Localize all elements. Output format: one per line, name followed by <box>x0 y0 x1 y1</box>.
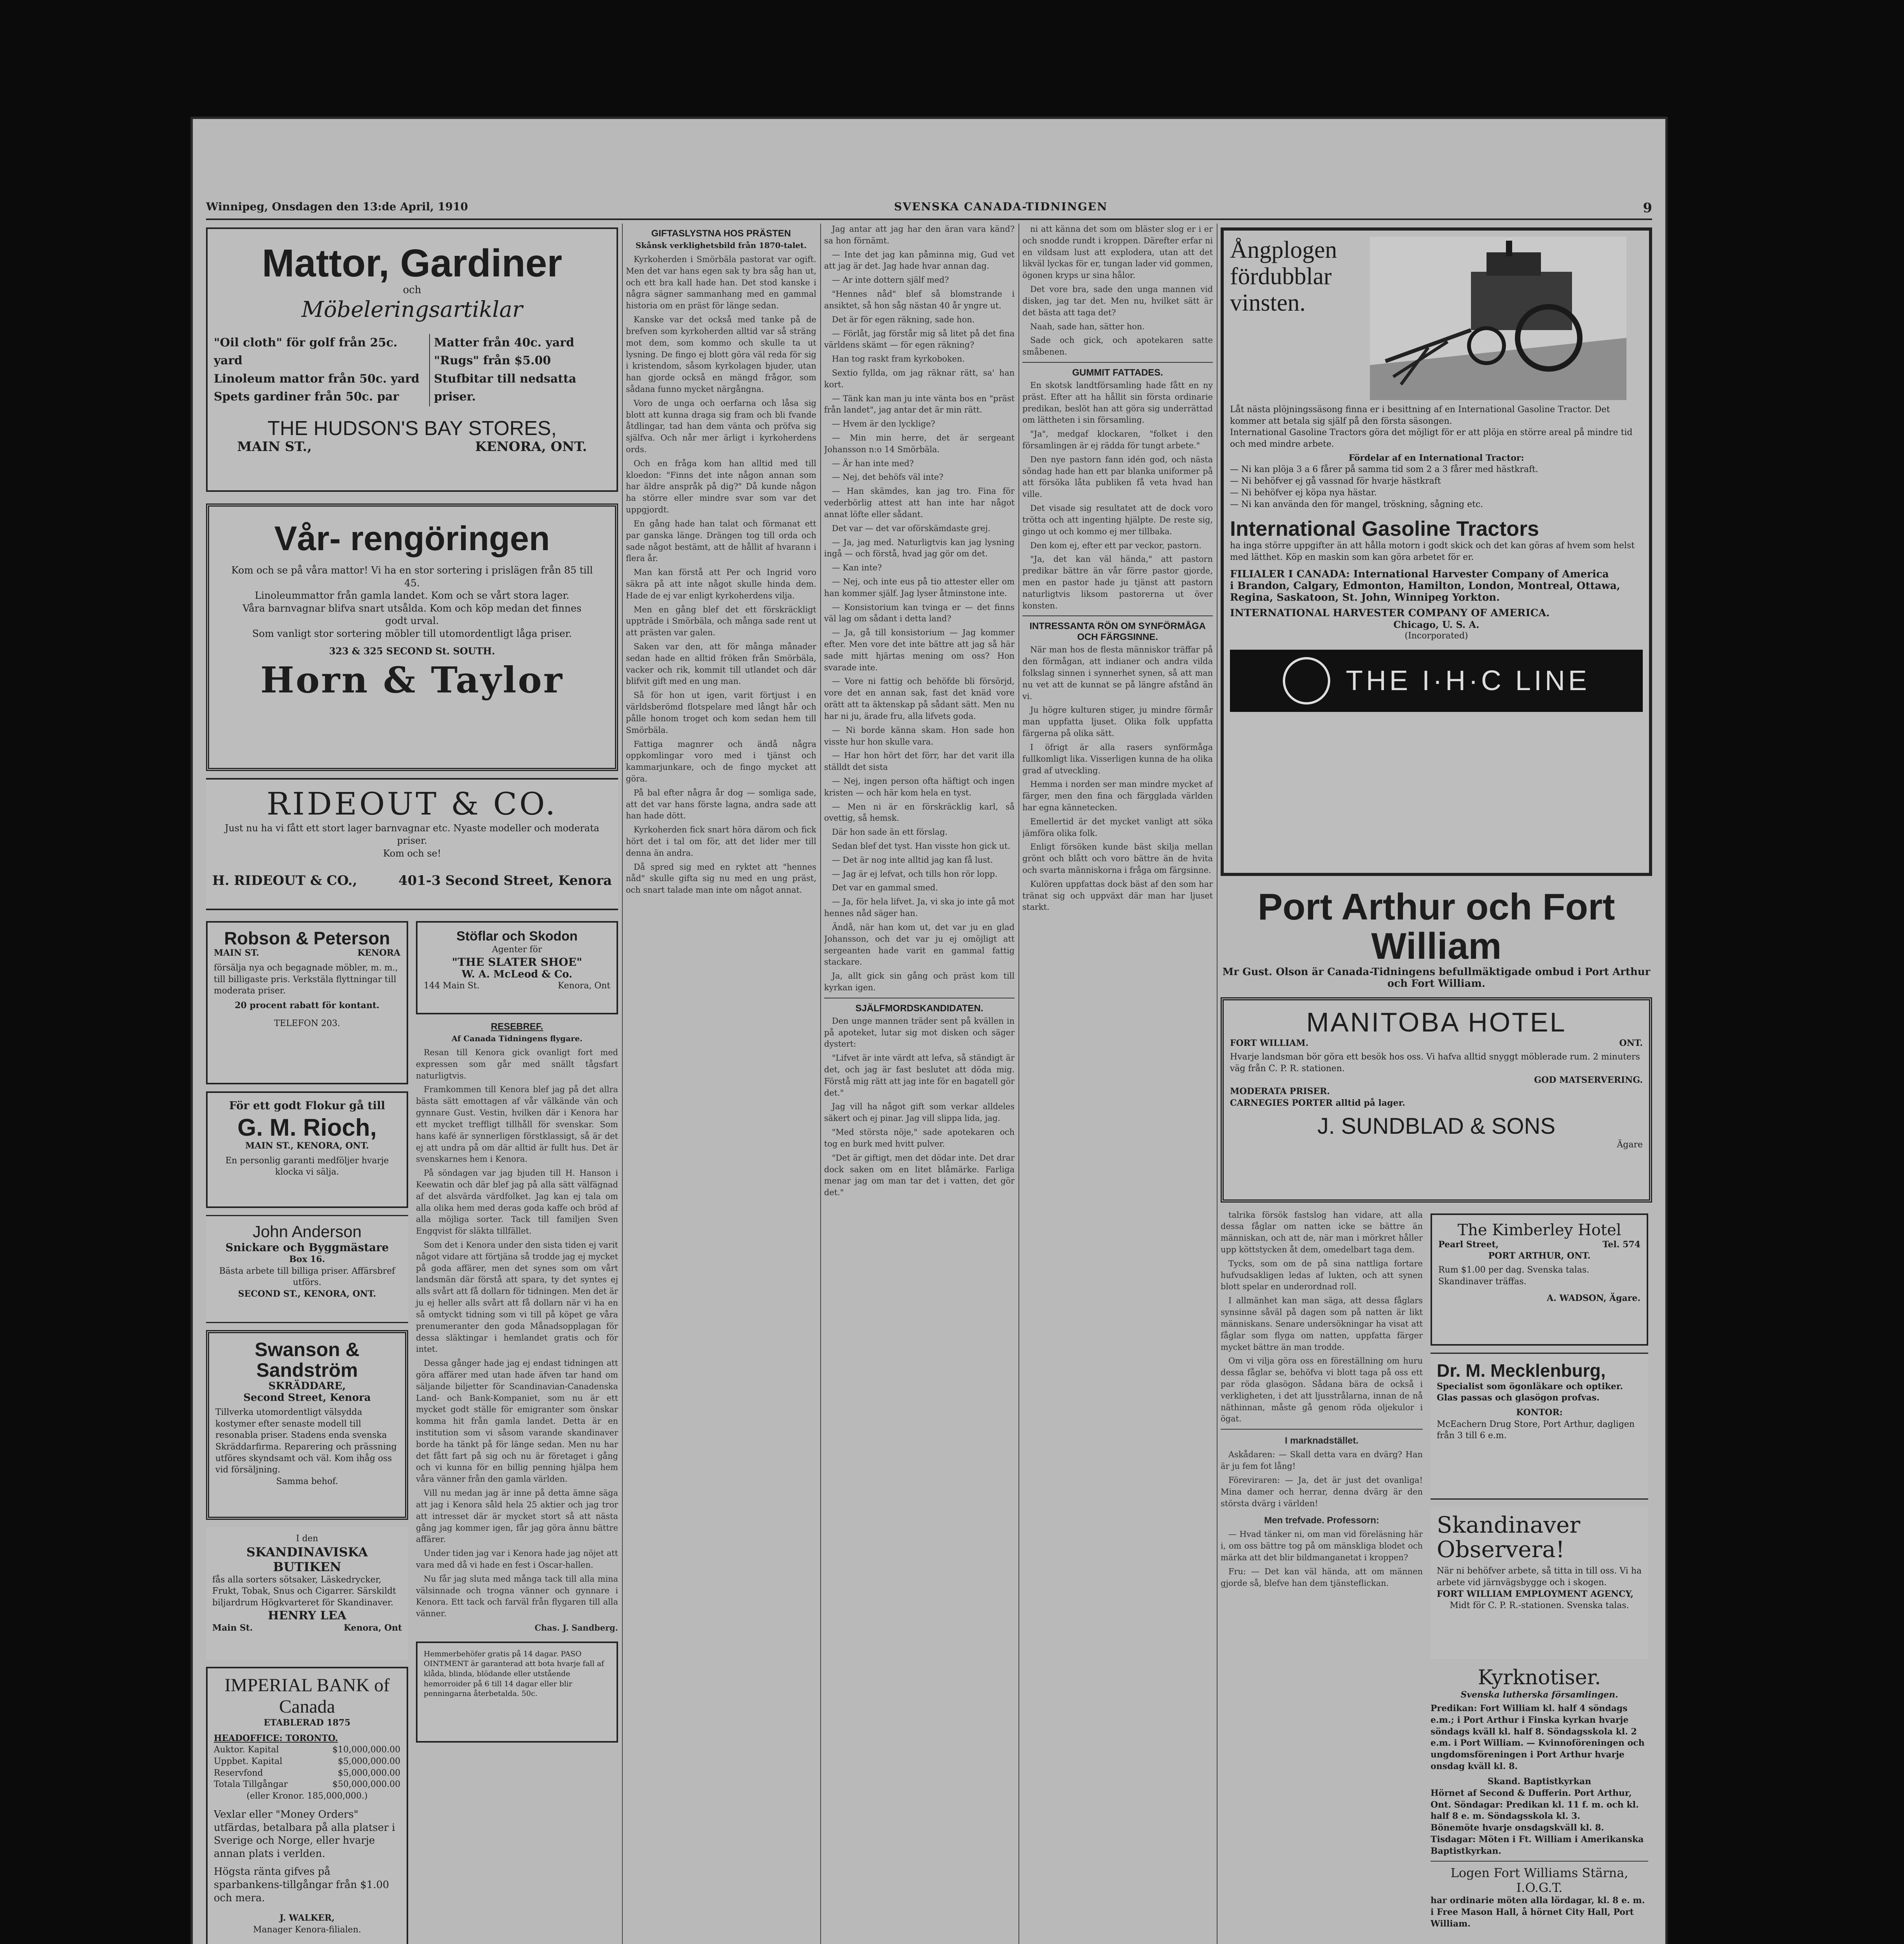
ihc-banner <box>1230 650 1643 712</box>
section-subtitle: Mr Gust. Olson är Canada-Tidningens befullmäktigade ombud i Port Arthur och Fort William. <box>1222 966 1651 989</box>
ad-footer: 401-3 Second Street, Kenora <box>398 873 612 889</box>
paragraph: Vill nu medan jag är inne på detta ämne säga att jag i Kenora såld hela 25 aktier och jag tror att intresset där är mycket stort så att nästa gång jag kommer igen, får jag göra ännu bättre affärer. <box>416 1488 618 1544</box>
ad-text: Hemmerbehöfer gratis på 14 dagar. PASO OINTMENT är garanterad att bota hvarje fall af klåda, blinda, blödande eller utstående hemorroider på 6 till 14 dagar eller blir penningarna återbetalda. 50c. <box>424 1649 604 1698</box>
ad-text: GOD MATSERVERING. <box>1534 1075 1643 1085</box>
paragraph: — Det är nog inte alltid jag kan få lust. <box>832 855 993 865</box>
paragraph: "Det är giftigt, men det dödar inte. Det drar dock saken om en litet blåmärke. Farliga menar jag om man tar det i vatten, det gör det." <box>824 1153 1015 1198</box>
paragraph: I öfrigt är alla rasers synförmåga fullkomligt lika. Visserligen kunna de ha olika grad af utveckling. <box>1022 742 1213 775</box>
paragraph: talrika försök fastslog han vidare, att alla dessa fåglar om natten icke se bättre än människan, och att de, när man i mörkret håller upp köttstycken åt dem, omedelbart taga dem. <box>1221 1210 1423 1255</box>
ad-list-item: — Ni kan använda den för mangel, tröskning, sågning etc. <box>1230 499 1483 509</box>
ad-text: Rum $1.00 per dag. Svenska talas. Skandinaver träffas. <box>1438 1265 1590 1287</box>
ad-text: Midt för C. P. R.-stationen. Svenska talas. <box>1450 1601 1629 1611</box>
bank-value: $50,000,000.00 <box>332 1780 400 1790</box>
ad-anderson <box>206 1215 408 1323</box>
paragraph: Sedan blef det tyst. Han visste hon gick ut. <box>832 841 1010 851</box>
divider <box>1221 1429 1423 1430</box>
paragraph: Dessa gånger hade jag ej endast tidningen att göra affärer med utan hade äfven tar hand om säljande biljetter för Scandinavian-Canadenska Land- och Bank-Kompaniet, som nu är ett mycket godt ställe för emigranter som önskar komma hit från gamla landet. Detta är en institution som vi såsom varande skandinaver borde ha tänkt på för länge sedan. Men nu har det fått fart på sig och nu är företaget i gång och vi kunna för en billig penning hjälpa hem våra vänner från den gamla världen. <box>416 1358 618 1484</box>
ad-title: SKANDINAVISKA BUTIKEN <box>246 1544 368 1574</box>
ad-address: SECOND ST., KENORA, ONT. <box>238 1289 376 1299</box>
paragraph: Det var — det var oförskämdaste grej. <box>832 523 990 533</box>
article-column-2 <box>626 224 816 1944</box>
article-headline: RESEBREF. <box>491 1021 543 1032</box>
newspaper-page <box>190 117 1668 1944</box>
paragraph: — Förlåt, jag förstår mig så litet på det fina världens skämt — för egen räkning? <box>824 329 1015 350</box>
divider <box>1022 362 1213 363</box>
ad-brand: International Gasoline Tractors <box>1230 517 1539 541</box>
ad-text: MODERATA PRISER. <box>1230 1086 1330 1097</box>
bank-label: Reservfond <box>214 1768 263 1778</box>
column-divider <box>1217 224 1218 1944</box>
notice-text: Tisdagar: Möten i Ft. William i Amerikanska Baptistkyrkan. <box>1431 1834 1644 1856</box>
paragraph: Där hon sade än ett förslag. <box>832 827 948 837</box>
ad-address: MAIN ST. <box>214 948 259 958</box>
paragraph: Det var en gammal smed. <box>832 883 938 893</box>
header-date: Winnipeg, Onsdagen den 13:de April, 1910 <box>206 200 468 213</box>
ad-text: Bästa arbete till billiga priser. Affärsbref utförs. <box>219 1266 395 1288</box>
ad-owner: A. WADSON, Ägare. <box>1547 1293 1640 1304</box>
paragraph: Jag vill ha något gift som verkar alldeles säkert och ej pinar. Jag vill slippa lida, jag. <box>824 1102 1015 1123</box>
ad-footer: H. RIDEOUT & CO., <box>212 873 357 889</box>
paragraph: Det visade sig resultatet att de dock voro trötta och att ingenting hjälpte. De reste sig, gingo ut och kommo ej mer tillbaka. <box>1022 503 1213 536</box>
paragraph: Den unge mannen träder sent på kvällen in på apoteket, lutar sig mot disken och säger dystert: <box>824 1016 1015 1049</box>
ad-text: Linoleummattor från gamla landet. Kom och se vårt stora lager. <box>255 590 569 601</box>
article-headline: GIFTASLYSTNA HOS PRÄSTEN <box>651 228 791 239</box>
header-rule <box>206 219 1652 220</box>
paragraph: — Jag är ej lefvat, och tills hon rör lopp. <box>832 869 997 879</box>
article-headline: INTRESSANTA RÖN OM SYNFÖRMÅGA OCH FÄRGSINNE. <box>1029 621 1206 643</box>
paragraph: En skotsk landtförsamling hade fått en ny präst. Efter att ha hållit sin första ordinarie predikan, beslöt han att göra sig underrättad om lättheten i sin församling. <box>1022 380 1213 425</box>
ad-text: och <box>403 284 421 296</box>
ad-imperial-bank <box>206 1667 408 1944</box>
paragraph: — Ar inte dottern själf med? <box>832 275 949 285</box>
ad-text: CARNEGIES PORTER alltid på lager. <box>1230 1098 1405 1108</box>
ad-text: Specialist som ögonläkare och optiker. Glas passas och glasögon profvas. <box>1437 1381 1623 1403</box>
ad-manitoba-hotel <box>1221 997 1652 1203</box>
ad-office: FORT WILLIAM EMPLOYMENT AGENCY, <box>1437 1589 1634 1599</box>
ad-paso-ointment <box>416 1642 618 1743</box>
paragraph: — Nej, det behöfs väl inte? <box>832 472 943 482</box>
notice-text: Predikan: Fort William kl. half 4 söndags e.m.; i Port Arthur i Finska kyrkan hvarje söndags kväll kl. half 8. Söndagsskola kl. 2 e.m. i Port William. — Kvinnoföreningen och ungdomsföreningen i Port Arthur hvarje onsdag kväll kl. 8. <box>1431 1703 1645 1771</box>
ads-column-left <box>206 224 618 1944</box>
paragraph: "Lifvet är inte värdt att lefva, så ständigt är det, och jag är fast beslutet att döda mig. Förstå mig rätt att jag inte för en bagatell gör det." <box>824 1053 1015 1098</box>
ad-robson-peterson <box>206 921 408 1084</box>
ad-text: I den <box>296 1534 318 1544</box>
ad-horn-taylor <box>206 503 618 771</box>
ad-title: Dr. M. Mecklenburg, <box>1437 1360 1606 1381</box>
paragraph: Ju högre kulturen stiger, ju mindre förmår man uppfatta ljuset. Olika folk uppfatta färgerna på olika sätt. <box>1022 705 1213 738</box>
article-headline: I marknadstället. <box>1285 1435 1359 1446</box>
paragraph: — Ja, gå till konsistorium — Jag kommer efter. Men vore det inte bättre att jag så här sade mitt hjärtas mening om oss? Hon svarade inte. <box>824 628 1015 672</box>
paragraph: Som det i Kenora under den sista tiden ej varit något vidare att förtjäna så trodde jag ej mycket på goda affärer, men det synes som om vårt landsmän där förstå att spara, ty det syntes ej alls svårt att få dollarn för tidningen. Men det är ju ej heller alls svårt att få dollarn när vi ha en så omtyckt tidning som vi till på köpet ge våra prenumeranter den goda Månadsopplagan för dessa släktingar i hemlandet gratis och för intet. <box>416 1240 618 1354</box>
header-page-number: 9 <box>1643 200 1652 216</box>
ad-line: Matter från 40c. yard <box>434 336 575 350</box>
article-column-4 <box>1022 224 1213 1944</box>
ad-phone: Tel. 574 <box>1602 1239 1640 1250</box>
ad-owner-title: Ägare <box>1617 1140 1643 1150</box>
ad-text: Samma behof. <box>276 1477 338 1487</box>
paragraph: — Tänk kan man ju inte vänta bos en "präst från landet", jag antar det är min rätt. <box>824 393 1015 415</box>
ad-title: Ångplogen <box>1230 237 1337 263</box>
ad-owner: HENRY LEA <box>268 1608 346 1622</box>
ad-text: Fördelar af en International Tractor: <box>1349 453 1524 463</box>
page-header <box>206 200 1652 216</box>
paragraph: — Vore ni fattig och behöfde bli försörjd, vore det en annan sak, fast det knäd vore orätt att ta äktenskap på sådant sätt. Men nu har ni ju, ärade fru, alla lifvets goda. <box>824 677 1015 721</box>
paragraph: En gång hade han talat och förmanat ett par ganska länge. Drängen tog till orda och sade något bestämt, att de hållit af hvarann i flera år. <box>626 519 816 563</box>
section-title: Port Arthur och Fort William <box>1258 886 1615 967</box>
article-headline: Men trefvade. Professorn: <box>1264 1515 1380 1526</box>
ad-text: Våra barnvagnar blifva snart utsålda. Kom och köp medan det finnes godt urval. <box>243 602 582 627</box>
ad-international-harvester <box>1221 227 1652 876</box>
bank-value: $10,000,000.00 <box>332 1745 400 1755</box>
paragraph: Voro de unga och oerfarna och låsa sig blott att kunna draga sig fram och bli fvande åtdlingar, tad han dem vänta och pröfva sig själfva. Och når mer ärligt i kyrkoherdens ords. <box>626 398 816 454</box>
ad-list-item: — Ni behöfver ej köpa nya hästar. <box>1230 488 1377 498</box>
ad-title: John Anderson <box>252 1222 362 1241</box>
ad-title: Robson & Peterson <box>224 928 390 948</box>
ad-text: Som vanligt stor sortering möbler till utomordentligt låga priser. <box>252 628 572 639</box>
ad-address: Kenora, Ont <box>344 1622 402 1633</box>
paragraph: Det är för egen räkning, sade hon. <box>832 315 975 324</box>
ad-text: Just nu ha vi fått ett stort lager barnvagnar etc. Nyaste modeller och moderata priser. <box>225 823 599 846</box>
paragraph: — Ni borde känna skam. Hon sade hon visste hur hon skulle vara. <box>824 725 1015 746</box>
ad-text: International Gasoline Tractors göra det möjligt för er att plöja en större areal på mindre tid och med mindre arbete. <box>1230 428 1633 449</box>
paragraph: Jag antar att jag har den äran vara känd? sa hon förnämt. <box>824 224 1015 245</box>
paragraph: Den nye pastorn fann idén god, och nästa söndag hade han ett par blanka uniformer på att försöka låta publiken få veta hvad han ville. <box>1022 455 1213 499</box>
paragraph: I allmänhet kan man säga, att dessa fåglars synsinne såväl på dagen som på natten är likt människans. Senare undersökningar ha visat att fåglar som flyga om natten, uppfatta färger mycket bättre än man trodde. <box>1221 1296 1423 1352</box>
column-divider <box>820 224 821 1944</box>
ad-owner: W. A. McLeod & Co. <box>461 968 573 980</box>
section-title: Logen Fort Williams Stärna, I.O.G.T. <box>1450 1865 1628 1895</box>
section-title: Kyrknotiser. <box>1478 1666 1601 1689</box>
ad-store-name: Horn & Taylor <box>260 659 564 701</box>
ad-text: ETABLERAD 1875 <box>264 1718 351 1728</box>
paragraph: "Ja", medgaf klockaren, "folket i den församlingen är ej rädda för tungt arbete." <box>1022 429 1213 450</box>
header-title: SVENSKA CANADA-TIDNINGEN <box>894 200 1108 213</box>
ad-text: Kom och se! <box>383 848 441 859</box>
article-headline: SJÄLFMORDSKANDIDATEN. <box>855 1003 983 1014</box>
ad-store-name: THE HUDSON'S BAY STORES, <box>267 417 557 440</box>
article-subheadline: Af Canada Tidningens flygare. <box>451 1034 583 1043</box>
ad-title: IMPERIAL BANK of Canada <box>224 1675 390 1717</box>
ad-signer-title: Manager Kenora-filialen. <box>253 1925 361 1935</box>
ad-address: 144 Main St. <box>424 981 480 991</box>
paragraph: — Hvem är den lycklige? <box>832 419 935 429</box>
paragraph: Den kom ej, efter ett par veckor, pastorn. <box>1030 540 1202 550</box>
ad-title: Vår- rengöringen <box>274 519 550 558</box>
paragraph: "Ja, det kan väl hända," att pastorn predikar bättre än vår förre pastor gjorde, men en pastor hade ju tjänst att pastorn naturligtvis liksom pastorerna ut över konsten. <box>1022 554 1213 610</box>
ad-text: Kom och se på våra mattor! Vi ha en stor sortering i prislägen från 85 till 45. <box>231 565 593 589</box>
paragraph: Fru: — Det kan väl hända, att om männen gjorde så, blefve han dem tjänsteflickan. <box>1221 1566 1423 1588</box>
paragraph: Under tiden jag var i Kenora hade jag nöjet att vara med då vi hade en fest i Oscar-hallen. <box>416 1549 618 1570</box>
ad-skandinaviska-butiken <box>206 1527 408 1660</box>
paragraph: Ändå, när han kom ut, det var ju en glad Johansson, och det var ju ej omöjligt att sergeanten hade varit en gammal fattig stackare. <box>824 922 1015 967</box>
ad-title: Stöflar och Skodon <box>456 929 578 944</box>
paragraph: Så för hon ut igen, varit förtjust i en världsberömd flotspelare med långt hår och pålle honom troget och kom sedan hem till Smörbäla. <box>626 691 816 735</box>
section-subtitle: Svenska lutherska församlingen. <box>1460 1689 1618 1700</box>
ad-text: 20 procent rabatt för kontant. <box>234 1000 380 1011</box>
ad-text: SKRÄDDARE, <box>268 1380 346 1392</box>
paragraph: Och en fråga kom han alltid med till kloedon: "Finns det inte någon annan som har äldre anspråk på dig?" Då kunde någon ha större eller mindre svar som var det uppgjordt. <box>626 458 816 515</box>
section-subtitle: Skand. Baptistkyrkan <box>1487 1776 1591 1787</box>
ad-address: FORT WILLIAM. <box>1230 1038 1309 1048</box>
ad-text: När ni behöfver arbete, så titta in till oss. Vi ha arbete vid järnvägsbygge och i skogen. <box>1437 1566 1642 1587</box>
paragraph: Då spred sig med en ryktet att "hennes nåd" skulle gifta sig nu med en ung präst, och snart talade man inte om något annat. <box>626 862 816 895</box>
paragraph: Men en gång blef det ett förskräckligt uppträde i Smörbäla, och många sade rent ut att prästen var galen. <box>626 605 816 638</box>
ad-text: FILIALER I CANADA: International Harvester Company of America <box>1230 568 1609 580</box>
ad-text: i Brandon, Calgary, Edmonton, Hamilton, London, Montreal, Ottawa, Regina, Saskatoon, St. John, Winnipeg Yorkton. <box>1230 580 1620 604</box>
ad-rioch <box>206 1091 408 1208</box>
bank-value: $5,000,000.00 <box>338 1757 400 1767</box>
ad-text: En personlig garanti medföljer hvarje klocka vi sälja. <box>225 1156 389 1177</box>
ad-brand: THE I·H·C LINE <box>1345 665 1590 696</box>
paragraph: Emellertid är det mycket vanligt att söka jämföra olika folk. <box>1022 816 1213 838</box>
ad-text: För ett godt Flokur gå till <box>229 1099 385 1112</box>
ad-address: MAIN ST., KENORA, ONT. <box>245 1141 369 1151</box>
ad-subtitle: Möbeleringsartiklar <box>301 297 523 322</box>
paragraph: — Konsistorium kan tvinga er — det finns väl lag om sådant i detta land? <box>824 602 1015 624</box>
ad-address: Second Street, Kenora <box>243 1392 371 1404</box>
paragraph: — Hvad tänker ni, om man vid föreläsning här i, om oss bättre tog på om mänskliga blodet och märka att det blir bildmanganetat i kroppen? <box>1221 1530 1423 1563</box>
paragraph: — Min min herre, det är sergeant Johansson n:o 14 Smörbäla. <box>824 433 1015 454</box>
ad-stoflar-skodon <box>416 921 618 1014</box>
ad-company-note: (Incorporated) <box>1404 631 1468 641</box>
bank-value: (eller Kronor. 185,000,000.) <box>246 1791 368 1801</box>
paragraph: Enligt försöken kunde bäst skilja mellan grönt och blått och voro bättre än de hvita och svarta människorna i fråga om färgsinne. <box>1022 842 1213 875</box>
ad-company: INTERNATIONAL HARVESTER COMPANY OF AMERICA. <box>1230 607 1550 619</box>
column-divider <box>622 224 623 1944</box>
ad-mecklenburg <box>1431 1353 1648 1500</box>
paragraph: Sextio fyllda, om jag räknar rätt, sa' han kort. <box>824 368 1015 389</box>
ad-address: Main St. <box>212 1622 253 1633</box>
ad-address: KENORA, ONT. <box>475 439 587 455</box>
paragraph: Naah, sade han, sätter hon. <box>1030 322 1145 331</box>
ad-title: Swanson & Sandström <box>255 1339 360 1381</box>
ad-signer: J. WALKER, <box>279 1913 335 1923</box>
ad-address: 323 & 325 SECOND St. SOUTH. <box>329 645 495 657</box>
ad-title: G. M. Rioch, <box>237 1114 377 1141</box>
ad-text: HEADOFFICE: TORONTO. <box>214 1733 338 1743</box>
bank-label: Totala Tillgångar <box>214 1780 288 1790</box>
ad-kimberley-hotel <box>1431 1213 1648 1346</box>
ad-address: PORT ARTHUR, ONT. <box>1488 1251 1591 1261</box>
signature: Chas. J. Sandberg. <box>535 1623 618 1633</box>
paragraph: — Han skämdes, kan jag tro. Fina för vederbörlig attest att han inte har något annat löfte eller sådant. <box>824 486 1015 519</box>
ad-line: Linoleum mattor från 50c. yard <box>214 372 419 386</box>
ad-address: ONT. <box>1619 1038 1643 1048</box>
bank-label: Uppbet. Kapital <box>214 1757 283 1767</box>
tractor-illustration <box>1370 237 1643 400</box>
paragraph: "Med största nöje," sade apotekaren och tog en burk med hvitt pulver. <box>824 1128 1015 1149</box>
ad-company-city: Chicago, U. S. A. <box>1393 619 1480 631</box>
ad-text: Tillverka utomordentligt välsydda kostymer efter senaste modell till resonabla priser. Stadens enda svenska Skräddarfirma. Reparering och prässning utföres skyndsamt och väl. Kom ihåg oss vid försäljning. <box>215 1407 397 1475</box>
ad-text: "THE SLATER SHOE" <box>452 955 582 969</box>
paragraph: Om vi vilja göra oss en föreställning om huru dessa fåglar se, behöfva vi blott taga på oss ett par röda glasögon. Sådana bära de också i verkligheten, i det att ljusstrålarna, innan de nå näthinnan, måste gå genom röda oljekulor i ögat. <box>1221 1356 1423 1424</box>
ad-text: Låt nästa plöjningssäsong finna er i besittning af en International Gasoline Tractor. Det kommer att betala sig själf på den första säsongen. <box>1230 405 1610 426</box>
notice-text: Bönemöte hvarje onsdagskväll kl. 8. <box>1431 1823 1604 1833</box>
ad-phone: TELEFON 203. <box>274 1018 340 1028</box>
ad-mattor-gardiner <box>206 227 618 492</box>
paragraph: På bal efter några år dog — somliga sade, att det var hans förste lagna, andra sade att han hade dött. <box>626 788 816 821</box>
tractor-icon <box>1370 237 1626 400</box>
ad-address: MAIN ST., <box>237 439 312 455</box>
ad-line: Stufbitar till nedsatta priser. <box>434 372 576 404</box>
ad-text: fås alla sorters sötsaker, Läskedrycker, Frukt, Tobak, Snus och Cigarrer. Särskildt biljardrum Högkvarteret för Skandinaver. <box>212 1575 396 1608</box>
paragraph: — Men ni är en förskräcklig karl, så ovettig, så hemsk. <box>824 802 1015 823</box>
paragraph: — Inte det jag kan påminna mig, Gud vet att jag är det. Jag hade hvar annan dag. <box>824 250 1015 271</box>
paragraph: Nu får jag sluta med många tack till alla mina välsinnade och trogna vänner och gynnare i Kenora. Ett tack och farväl från flygaren till alla vänner. <box>416 1574 618 1619</box>
ads-column-right <box>1221 224 1652 1944</box>
paragraph: Framkommen till Kenora blef jag på det allra bästa sätt emottagen af vår välkände vän och gynnare Gust. Vestin, hvilken där i Kenora har ett mycket treffligt tillhåll för svenskar. Som hans kafé är synnerligen förstklassigt, så är det ej att undra på om där alltid är fullt hus. Det är svenskarnes hem i Kenora. <box>416 1085 618 1164</box>
ad-text: ha inga större uppgifter än att hålla motorn i godt skick och det kan göras af hvem som helst med lätthet. Köp en maskin som kan göra arbetet för er. <box>1230 540 1635 562</box>
ihc-logo-icon <box>1283 657 1330 705</box>
ad-address: KENORA <box>357 948 400 958</box>
ad-list-item: — Ni kan plöja 3 a 6 fårer på samma tid som 2 a 3 fårer med hästkraft. <box>1230 465 1539 475</box>
ad-title: Mattor, Gardiner <box>262 241 562 285</box>
paragraph: Resan till Kenora gick ovanligt fort med expressen som går med snällt tågsfart naturligtvis. <box>416 1048 618 1080</box>
ad-text: försälja nya och begagnade möbler, m. m., till billigaste pris. Verkstäla flyttningar till moderata priser. <box>214 963 398 996</box>
bank-label: Auktor. Kapital <box>214 1745 279 1755</box>
paragraph: Ja, allt gick sin gång och präst kom till kyrkan igen. <box>824 971 1015 992</box>
paragraph: ni att känna det som om bläster slog er i er och snodde rundt i kroppen. Därefter erfar ni en vildsam lust att explodera, utan att det likväl lyckas för er, tungan lader vid gommen, ögonen kryps ur sina hålor. <box>1022 224 1213 280</box>
ad-text: Vexlar eller "Money Orders" utfärdas, betalbara på alla platser i Sverige och Norge, eller hvarje annan plats i verlden. <box>214 1808 395 1860</box>
ad-title: MANITOBA HOTEL <box>1306 1007 1567 1037</box>
paragraph: — Ja, för hela lifvet. Ja, vi ska jo inte gå mot hennes nåd säger han. <box>824 897 1015 918</box>
article-headline: GUMMIT FATTADES. <box>1072 367 1163 378</box>
ad-text: Box 16. <box>289 1254 325 1264</box>
article-subheadline: Skånsk verklighetsbild från 1870-talet. <box>636 241 807 250</box>
paragraph: Kyrkoherden i Smörbäla pastorat var ogift. Men det var hans egen sak ty bra såg han ut, och ett bra kall hade han. Det stod kanske i några sägner sammanhang med en gammal historia om en präst för länge sedan. <box>626 255 816 311</box>
bank-value: $5,000,000.00 <box>338 1768 400 1778</box>
ad-line: "Rugs" från $5.00 <box>434 354 551 368</box>
ad-title: RIDEOUT & CO. <box>266 786 558 822</box>
paragraph: Kyrkoherden fick snart höra därom och fick hört det i tal om för, att det lider mer till denna än andra. <box>626 825 816 858</box>
paragraph: Kanske var det också med tanke på de brefven som kyrkoherden alltid var så sträng mot dem, som kommo och skulle ta ut lysning. De fingo ej blott göra väl reda för sig i kristendom, såsom kyrkolagen bjuder, utan han gjorde också en mängd frågor, som sådana funno mycket närgångna. <box>626 315 816 394</box>
paragraph: Tycks, som om de på sina nattliga fortare hufvudsakligen ledas af lukten, och att synen blott spelar en underordnad roll. <box>1221 1259 1423 1292</box>
article-column-3 <box>824 224 1015 1944</box>
paragraph: — Kan inte? <box>832 563 882 573</box>
paragraph: Han tog raskt fram kyrkoboken. <box>832 354 965 364</box>
paragraph: — Ja, jag med. Naturligtvis kan jag lysning ingå — och förstå, hvad jag gör om det. <box>824 537 1015 559</box>
paragraph: På söndagen var jag bjuden till H. Hanson i Keewatin och där blef jag på alla sätt välfägnad af det alsvärda värdfolket. Jag kan ej tala om alla olika hem med deras goda kaffe och bröd af alla möjliga sorter. Tack till familjen Sven Engqvist för släkta tillfället. <box>416 1168 618 1236</box>
ad-text: McEachern Drug Store, Port Arthur, dagligen från 3 till 6 e.m. <box>1437 1419 1635 1441</box>
ad-text: Högsta ränta gifves på sparbankens-tillgångar från $1.00 och mera. <box>214 1866 389 1904</box>
paragraph: Fattiga magnrer och ändå några oppkomlingar voro med i tjänst och kammarjunkare, och de fingo mycket att göra. <box>626 739 816 783</box>
ad-list-item: — Ni behöfver ej gå vassnad för hvarje hästkraft <box>1230 476 1441 486</box>
ad-text: Snickare och Byggmästare <box>225 1241 389 1254</box>
paragraph: Det vore bra, sade den unga mannen vid disken, jag tar det. Men nu, hvilket sätt är det bästa att taga det? <box>1022 285 1213 317</box>
ad-text: Agenter för <box>492 945 542 955</box>
paragraph: När man hos de flesta människor träffar på den förmågan, att indianer och andra vilda folkslag sinnen i synnerhet synen, så att man nu vet att de kunnat se på längre afstånd än vi. <box>1022 645 1213 701</box>
paragraph: — Är han inte med? <box>832 458 914 468</box>
ad-line: "Oil cloth" för golf från 25c. yard <box>214 336 398 368</box>
notice-text: Hörnet af Second & Dufferin. Port Arthur, Ont. Söndagar: Predikan kl. 11 f. m. och kl. half 8 e. m. Söndagsskola kl. 3. <box>1431 1788 1639 1822</box>
ad-owner: J. SUNDBLAD & SONS <box>1317 1113 1556 1139</box>
ad-address: Pearl Street, <box>1438 1239 1499 1250</box>
ad-address: Kenora, Ont <box>558 981 610 991</box>
notice-text: har ordinarie möten alla lördagar, kl. 8 e. m. i Free Mason Hall, å hörnet City Hall, Port William. <box>1431 1895 1645 1929</box>
divider <box>1022 615 1213 616</box>
ad-rideout <box>206 778 618 910</box>
column-divider <box>1018 224 1019 1944</box>
ad-title: The Kimberley Hotel <box>1457 1221 1621 1239</box>
paragraph: Man kan förstå att Per och Ingrid voro säkra på att inte något skulle hinda dem. Hade de ej var enligt kyrkoherdens vilja. <box>626 568 816 600</box>
ad-text: KONTOR: <box>1516 1407 1563 1418</box>
paragraph: Föreviraren: — Ja, det är just det ovanliga! Mina damer och herrar, denna dvärg är den största dvärg i världen! <box>1221 1475 1423 1508</box>
paragraph: "Hennes nåd" blef så blomstrande i ansiktet, så hon såg nästan 40 år yngre ut. <box>824 289 1015 310</box>
ad-title: fördubblar <box>1230 263 1332 290</box>
ad-title: vinsten. <box>1230 290 1306 316</box>
paragraph: — Nej, ingen person ofta häftigt och ingen kristen — och här kom hela en tyst. <box>824 776 1015 797</box>
ad-employment-agency <box>1431 1507 1648 1659</box>
paragraph: Saken var den, att för många månader sedan hade en alltid fröken från Smörbäla, vacker och rik, kommit till utlandet och där blifvit gift med en ung man. <box>626 642 816 686</box>
ad-title: Skandinaver Observera! <box>1437 1511 1581 1563</box>
paragraph: Kulören uppfattas dock bäst af den som har tränat sig och uppväxt där man har ljuset starkt. <box>1022 879 1213 912</box>
paragraph: — Har hon hört det förr, har det varit illa ställdt det sista <box>824 751 1015 772</box>
paragraph: — Nej, och inte eus på tio attester eller om han kommer själf. Jag lyser åtminstone inte. <box>824 577 1015 598</box>
divider <box>1431 1861 1648 1862</box>
ad-swanson <box>206 1330 408 1520</box>
church-notices <box>1431 1666 1648 1930</box>
paragraph: Askådaren: — Skall detta vara en dvärg? Han är ju fem fot lång! <box>1221 1450 1423 1471</box>
ad-line: Spets gardiner från 50c. par <box>214 390 399 404</box>
paragraph: Sade och gick, och apotekaren satte småbenen. <box>1022 336 1213 357</box>
ad-text: Hvarje landsman bör göra ett besök hos oss. Vi hafva alltid snyggt möblerade rum. 2 minuters väg från C. P. R. stationen. <box>1230 1052 1640 1073</box>
paragraph: Hemma i norden ser man mindre mycket af färger, men den fina och färgglada världen har egna kännetecken. <box>1022 780 1213 812</box>
article-resebref <box>416 1021 618 1634</box>
